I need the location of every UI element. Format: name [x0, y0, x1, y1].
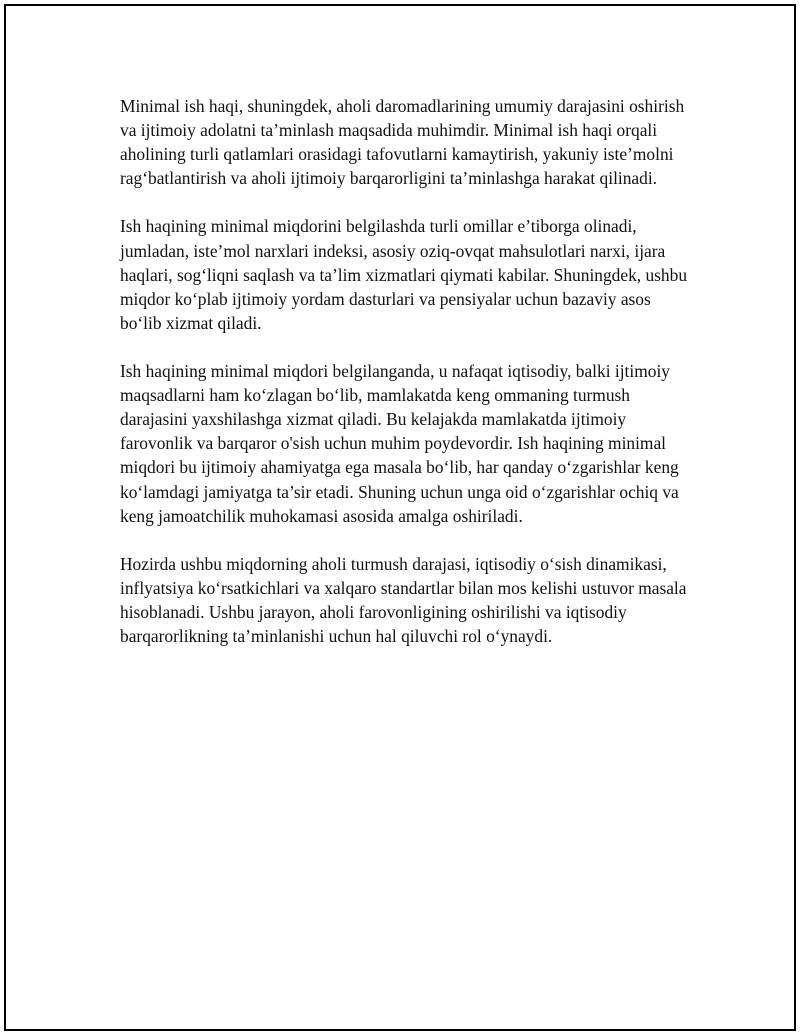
paragraph-1: Minimal ish haqi, shuningdek, aholi daromadlarining umumiy darajasini oshirish va ijtimoiy adolatni ta’minlash maqsadida muhimdir. Minimal ish haqi orqali aholining turli qatlamlari orasidagi tafovutlarni kamaytirish, yakuniy iste’molni rag‘batlantirish va aholi ijtimoiy barqarorligini ta’minlashga harakat qilinadi. [120, 96, 685, 189]
document-page [4, 4, 796, 1031]
paragraph-3: Ish haqining minimal miqdori belgilanganda, u nafaqat iqtisodiy, balki ijtimoiy maqsadlarni ham ko‘zlagan bo‘lib, mamlakatda keng ommaning turmush darajasini yaxshilashga xizmat qiladi. Bu kelajakda mamlakatda ijtimoiy farovonlik va barqaror o'sish uchun muhim poydevordir. Ish haqining minimal miqdori bu ijtimoiy ahamiyatga ega masala bo‘lib, har qanday o‘zgarishlar keng ko‘lamdagi jamiyatga ta’sir etadi. Shuning uchun unga oid o‘zgarishlar ochiq va keng jamoatchilik muhokamasi asosida amalga oshiriladi. [120, 361, 679, 526]
paragraph-2: Ish haqining minimal miqdorini belgilashda turli omillar e’tiborga olinadi, jumladan, iste’mol narxlari indeksi, asosiy oziq-ovqat mahsulotlari narxi, ijara haqlari, sog‘liqni saqlash va ta’lim xizmatlari qiymati kabilar. Shuningdek, ushbu miqdor ko‘plab ijtimoiy yordam dasturlari va pensiyalar uchun bazaviy asos bo‘lib xizmat qiladi. [120, 216, 688, 333]
document-body [120, 94, 690, 672]
paragraph-4: Hozirda ushbu miqdorning aholi turmush darajasi, iqtisodiy o‘sish dinamikasi, inflyatsiya ko‘rsatkichlari va xalqaro standartlar bilan mos kelishi ustuvor masala hisoblanadi. Ushbu jarayon, aholi farovonligining oshirilishi va iqtisodiy barqarorlikning ta’minlanishi uchun hal qiluvchi rol o‘ynaydi. [120, 553, 687, 647]
